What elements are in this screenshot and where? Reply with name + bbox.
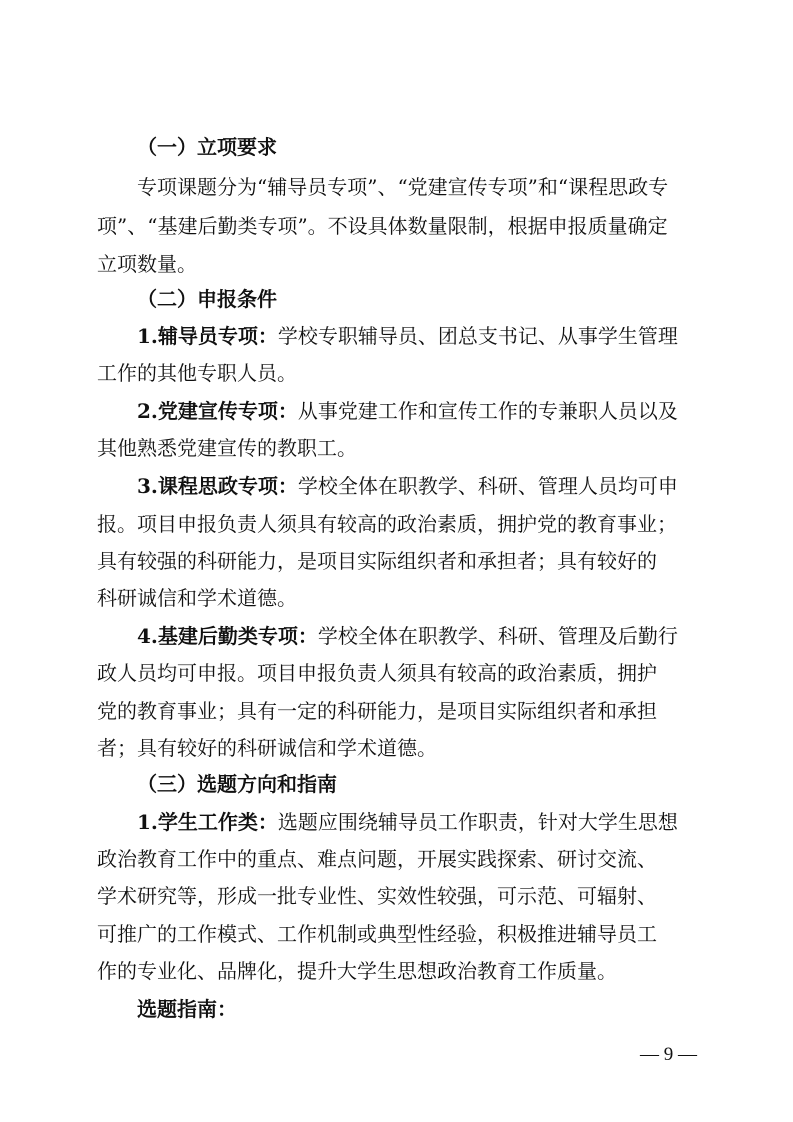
paragraph-line — [137, 809, 678, 835]
paragraph-line: 党的教育事业；具有一定的科研能力，是项目实际组织者和承担 — [97, 699, 657, 723]
paragraph-line: 项”、“基建后勤类专项”。不设具体数量限制，根据申报质量确定 — [97, 214, 668, 238]
item-text: 学校全体在职教学、科研、管理人员均可申 — [297, 474, 678, 498]
item-text: 从事党建工作和宣传工作的专兼职人员以及 — [297, 399, 678, 423]
paragraph-line: 者；具有较好的科研诚信和学术道德。 — [97, 736, 437, 760]
item-text: 学校专职辅导员、团总支书记、从事学生管理 — [277, 324, 678, 348]
item-label: 1.辅导员专项： — [137, 324, 278, 348]
paragraph-line: 具有较强的科研能力，是项目实际组织者和承担者；具有较好的 — [97, 549, 657, 573]
paragraph-line: 工作的其他专职人员。 — [97, 361, 297, 385]
paragraph-line: 政人员均可申报。项目申报负责人须具有较高的政治素质，拥护 — [97, 661, 657, 685]
item-text: 学校全体在职教学、科研、管理及后勤行 — [317, 624, 678, 648]
section-heading-1: （一）立项要求 — [137, 135, 277, 159]
paragraph-line: 其他熟悉党建宣传的教职工。 — [97, 436, 357, 460]
paragraph-line: 学术研究等，形成一批专业性、实效性较强，可示范、可辐射、 — [97, 884, 657, 908]
item-label: 3.课程思政专项： — [137, 474, 298, 498]
paragraph-line: 可推广的工作模式、工作机制或典型性经验，积极推进辅导员工 — [97, 922, 657, 946]
paragraph-line — [137, 398, 678, 424]
paragraph-line — [137, 623, 678, 649]
item-label: 4.基建后勤类专项： — [137, 624, 318, 648]
paragraph-line: 政治教育工作中的重点、难点问题，开展实践探索、研讨交流、 — [97, 847, 657, 871]
section-heading-3: （三）选题方向和指南 — [137, 772, 337, 796]
page-number: — 9 — — [640, 1044, 697, 1065]
section-heading-2: （二）申报条件 — [137, 287, 277, 311]
paragraph-line — [137, 473, 678, 499]
guide-label: 选题指南： — [137, 997, 237, 1021]
paragraph-line: 报。项目申报负责人须具有较高的政治素质，拥护党的教育事业； — [97, 512, 677, 536]
paragraph-line: 作的专业化、品牌化，提升大学生思想政治教育工作质量。 — [97, 959, 617, 983]
paragraph-line: 立项数量。 — [97, 252, 197, 276]
item-label: 1.学生工作类： — [137, 810, 278, 834]
item-text: 选题应围绕辅导员工作职责，针对大学生思想 — [277, 810, 678, 834]
paragraph-line — [137, 323, 678, 349]
paragraph-line: 科研诚信和学术道德。 — [97, 586, 297, 610]
paragraph-line: 专项课题分为“辅导员专项”、“党建宣传专项”和“课程思政专 — [137, 175, 669, 199]
item-label: 2.党建宣传专项： — [137, 399, 298, 423]
